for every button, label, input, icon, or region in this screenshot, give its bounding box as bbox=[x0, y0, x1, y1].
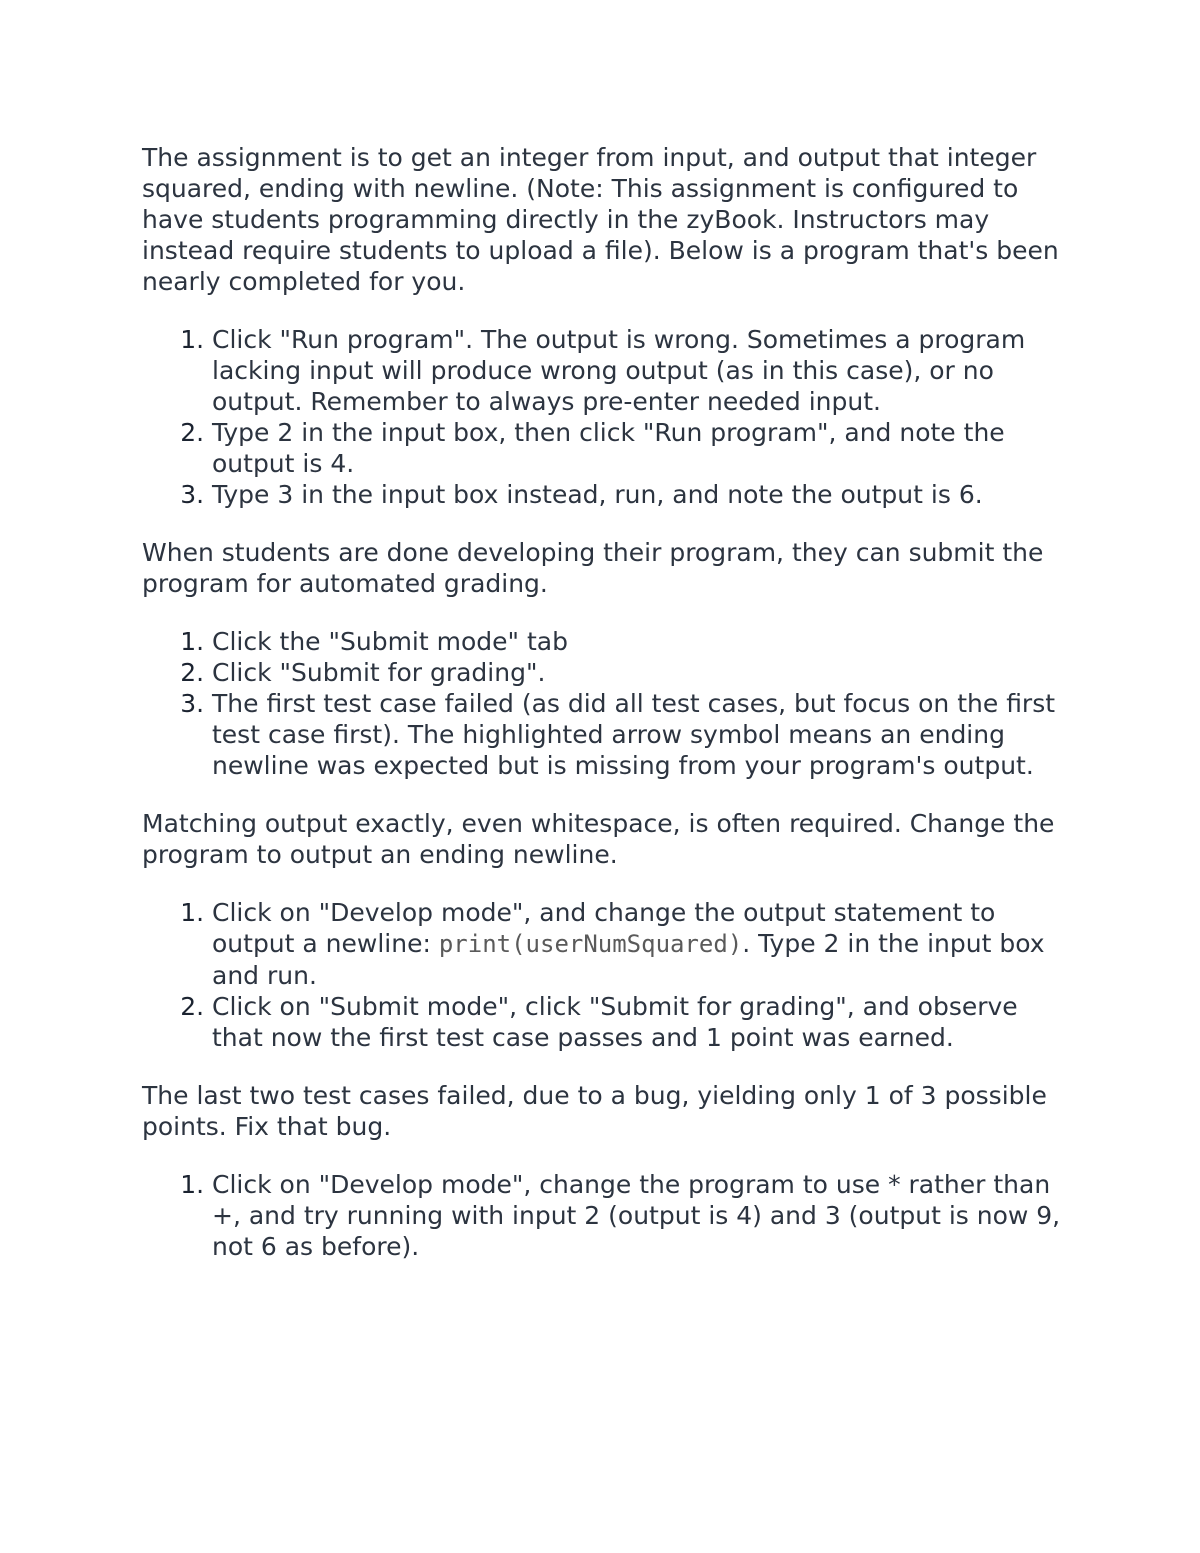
list-item: 2. Type 2 in the input box, then click "Run program", and note the output is 4. bbox=[212, 417, 1072, 479]
list-item: 1. Click the "Submit mode" tab bbox=[212, 626, 1072, 657]
list-item-text: . Type 2 in the input box and run. bbox=[212, 929, 1045, 990]
submit-paragraph: When students are done developing their program, they can submit the program for automated grading. bbox=[142, 538, 1044, 598]
list-item: 3. Type 3 in the input box instead, run, and note the output is 6. bbox=[212, 479, 1072, 510]
bugfix-steps-list bbox=[142, 1169, 1072, 1262]
list-item: 3. The first test case failed (as did all test cases, but focus on the first test case first). The highlighted arrow symbol means an ending newline was expected but is missing from your program's output. bbox=[212, 688, 1072, 781]
list-item bbox=[212, 897, 1072, 991]
run-steps-list bbox=[142, 324, 1072, 510]
document-page bbox=[142, 142, 1072, 1289]
list-item-text: Click on "Develop mode", and change the output statement to output a newline: bbox=[212, 898, 996, 958]
whitespace-paragraph: Matching output exactly, even whitespace, is often required. Change the program to output an ending newline. bbox=[142, 809, 1055, 869]
list-item: 2. Click "Submit for grading". bbox=[212, 657, 1072, 688]
list-item: 2. Click on "Submit mode", click "Submit for grading", and observe that now the first test case passes and 1 point was earned. bbox=[212, 991, 1072, 1053]
newline-steps-list bbox=[142, 897, 1072, 1053]
intro-paragraph: The assignment is to get an integer from input, and output that integer squared, ending with newline. (Note: This assignment is configured to have students programming directly in the zyBook. Instructors may instead require students to upload a file). Below is a program that's been nearly completed for you. bbox=[142, 143, 1059, 296]
code-snippet: print(userNumSquared) bbox=[438, 930, 743, 958]
bug-paragraph: The last two test cases failed, due to a bug, yielding only 1 of 3 possible points. Fix that bug. bbox=[142, 1081, 1047, 1141]
submit-steps-list bbox=[142, 626, 1072, 781]
list-item: 1. Click "Run program". The output is wrong. Sometimes a program lacking input will produce wrong output (as in this case), or no output. Remember to always pre-enter needed input. bbox=[212, 324, 1072, 417]
list-item: 1. Click on "Develop mode", change the program to use * rather than +, and try running with input 2 (output is 4) and 3 (output is now 9, not 6 as before). bbox=[212, 1169, 1072, 1262]
